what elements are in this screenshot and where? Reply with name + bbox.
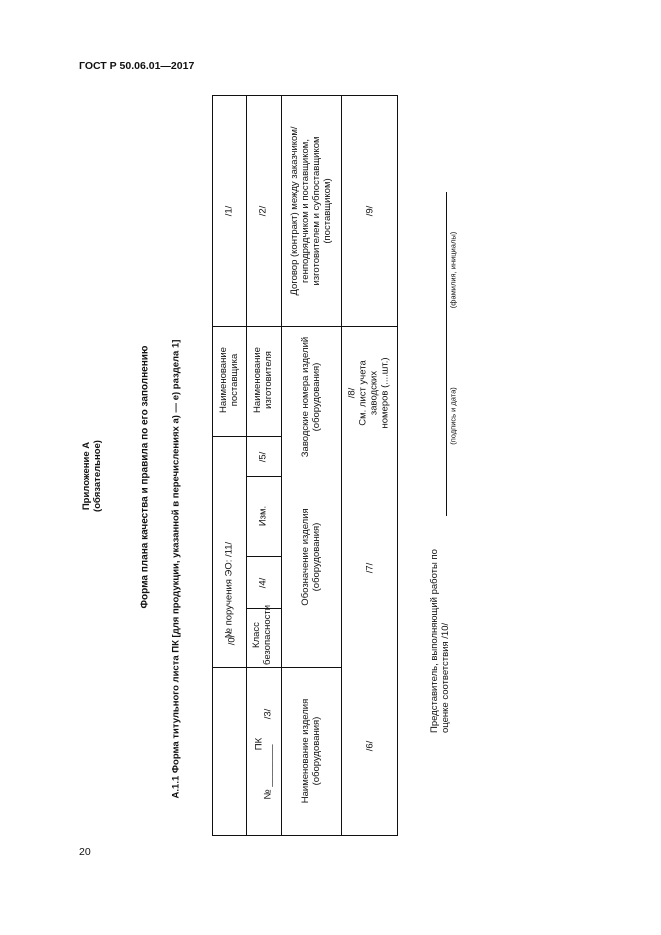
appendix-status: (обязательное) <box>92 440 103 512</box>
safety-class: Класс безопасности <box>251 604 273 665</box>
six-ref: /6/ <box>364 740 376 752</box>
four-ref: /4/ <box>257 577 269 589</box>
pk-number: № ________ <box>262 744 274 800</box>
representative-label: Представитель, выполняющий работы по оценке соответствия /10/ <box>429 549 451 733</box>
signature-line <box>446 192 447 516</box>
section-heading: А.1.1 Форма титульного листа ПК [для продукции, указанной в перечислениях а) — е) раздела 1] <box>170 339 182 799</box>
manufacturer-name: Наименование изготовителя <box>252 347 274 413</box>
sign-date-caption: (подпись и дата) <box>448 387 458 445</box>
eight-note: См. лист учета заводских номеров (....шт.) <box>357 357 391 429</box>
product-name: Наименование изделия (оборудования) <box>300 698 322 804</box>
product-designation: Обозначение изделия (оборудования) <box>300 508 322 606</box>
zero-ref: /0/ <box>226 634 238 646</box>
appendix-title-line: Приложение А <box>81 441 92 511</box>
two-ref: /2/ <box>257 205 269 217</box>
izm-label: Изм. <box>257 505 269 527</box>
order-number: № поручения ЭО: /11/ <box>223 541 235 639</box>
one-ref: /1/ <box>223 205 235 217</box>
doc-code: ГОСТ Р 50.06.01—2017 <box>79 60 195 72</box>
nine-ref: /9/ <box>364 205 376 217</box>
eight-ref: /8/ <box>346 387 358 399</box>
five-ref: /5/ <box>257 451 269 463</box>
seven-ref: /7/ <box>364 562 376 574</box>
page-number: 20 <box>79 846 91 858</box>
serial-numbers: Заводские номера изделий (оборудования) <box>300 336 322 458</box>
pk-ref: /3/ <box>262 708 274 720</box>
name-initials-caption: (фамилия, инициалы) <box>448 231 458 309</box>
appendix-heading: Форма плана качества и правила по его заполнению <box>139 345 151 609</box>
supplier-name: Наименование поставщика <box>218 347 240 413</box>
pk-label: ПК <box>253 737 265 751</box>
contract: Договор (контракт) между заказчиком/ генподрядчиком и поставщиком, изготовителем и субпоставщиком (поставщиком) <box>289 126 333 296</box>
